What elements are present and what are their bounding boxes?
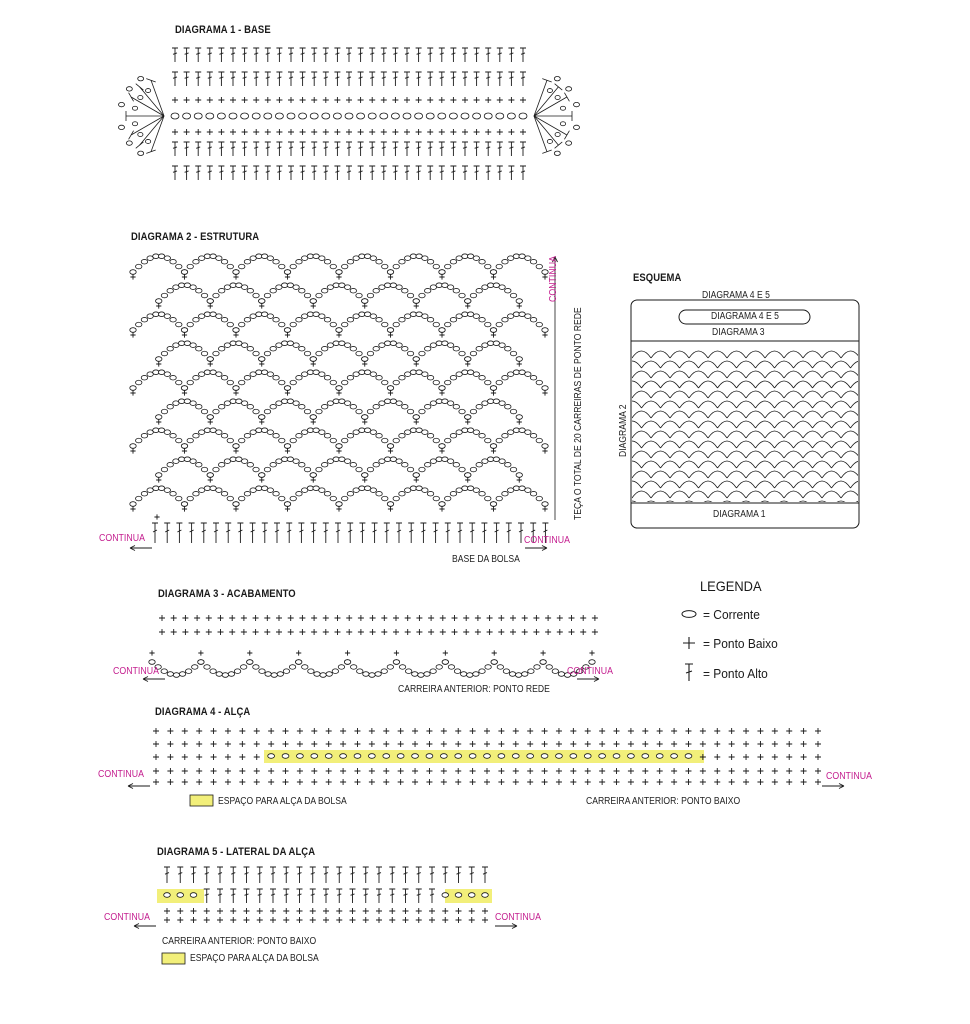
diagram1-title: DIAGRAMA 1 - BASE: [175, 24, 271, 36]
legend-chain-symbol: [682, 611, 696, 618]
diagram4-continue-left: CONTINUA: [98, 769, 144, 780]
diagram2-continue-vertical: CONTINUA: [548, 256, 559, 302]
legend-double-crochet-symbol: [685, 664, 693, 681]
diagram4-space-label: ESPAÇO PARA ALÇA DA BOLSA: [218, 796, 347, 807]
legend-double-crochet-label: = Ponto Alto: [703, 666, 768, 681]
legend-title: LEGENDA: [700, 578, 762, 594]
schema-diagram2-label: DIAGRAMA 2: [618, 404, 629, 457]
legend-single-crochet-symbol: [683, 637, 695, 649]
schema-top-label: DIAGRAMA 4 E 5: [702, 290, 770, 301]
diagram2-structure-chart: [130, 254, 558, 551]
diagram5-continue-left: CONTINUA: [104, 912, 150, 923]
diagram3-prev-row: CARREIRA ANTERIOR: PONTO REDE: [398, 684, 550, 695]
schema-title: ESQUEMA: [633, 272, 682, 284]
diagram5-prev-row: CARREIRA ANTERIOR: PONTO BAIXO: [162, 936, 317, 947]
diagram4-handle-chart: [128, 728, 844, 806]
schema-handle-label: DIAGRAMA 4 E 5: [711, 311, 779, 322]
diagram2-title: DIAGRAMA 2 - ESTRUTURA: [131, 231, 260, 243]
diagram5-handle-side-chart: [134, 867, 517, 964]
diagram3-continue-left: CONTINUA: [113, 666, 159, 677]
diagram5-space-label: ESPAÇO PARA ALÇA DA BOLSA: [190, 953, 319, 964]
legend-symbols: [682, 611, 696, 681]
diagram2-base-label: BASE DA BOLSA: [452, 554, 520, 565]
diagram5-title: DIAGRAMA 5 - LATERAL DA ALÇA: [157, 846, 316, 858]
diagram3-title: DIAGRAMA 3 - ACABAMENTO: [158, 588, 296, 600]
diagram4-title: DIAGRAMA 4 - ALÇA: [155, 706, 251, 718]
schema-diagram3-label: DIAGRAMA 3: [712, 327, 765, 338]
legend-single-crochet-label: = Ponto Baixo: [703, 636, 778, 651]
diagram5-legend-swatch: [162, 953, 185, 964]
diagram3-finish-chart: [143, 615, 599, 682]
diagram4-prev-row: CARREIRA ANTERIOR: PONTO BAIXO: [586, 796, 741, 807]
legend-chain-label: = Corrente: [703, 607, 760, 622]
diagram4-legend-swatch: [190, 795, 213, 806]
diagram2-continue-left: CONTINUA: [99, 533, 145, 544]
diagram1-base-chart: [118, 48, 579, 180]
diagram5-continue-right: CONTINUA: [495, 912, 541, 923]
diagram4-continue-right: CONTINUA: [826, 771, 872, 782]
diagram3-continue-right: CONTINUA: [567, 666, 613, 677]
diagram2-continue-right: CONTINUA: [524, 535, 570, 546]
diagram2-rows-note: TEÇA O TOTAL DE 20 CARREIRAS DE PONTO REDE: [573, 307, 584, 520]
schema-diagram1-label: DIAGRAMA 1: [713, 509, 766, 520]
